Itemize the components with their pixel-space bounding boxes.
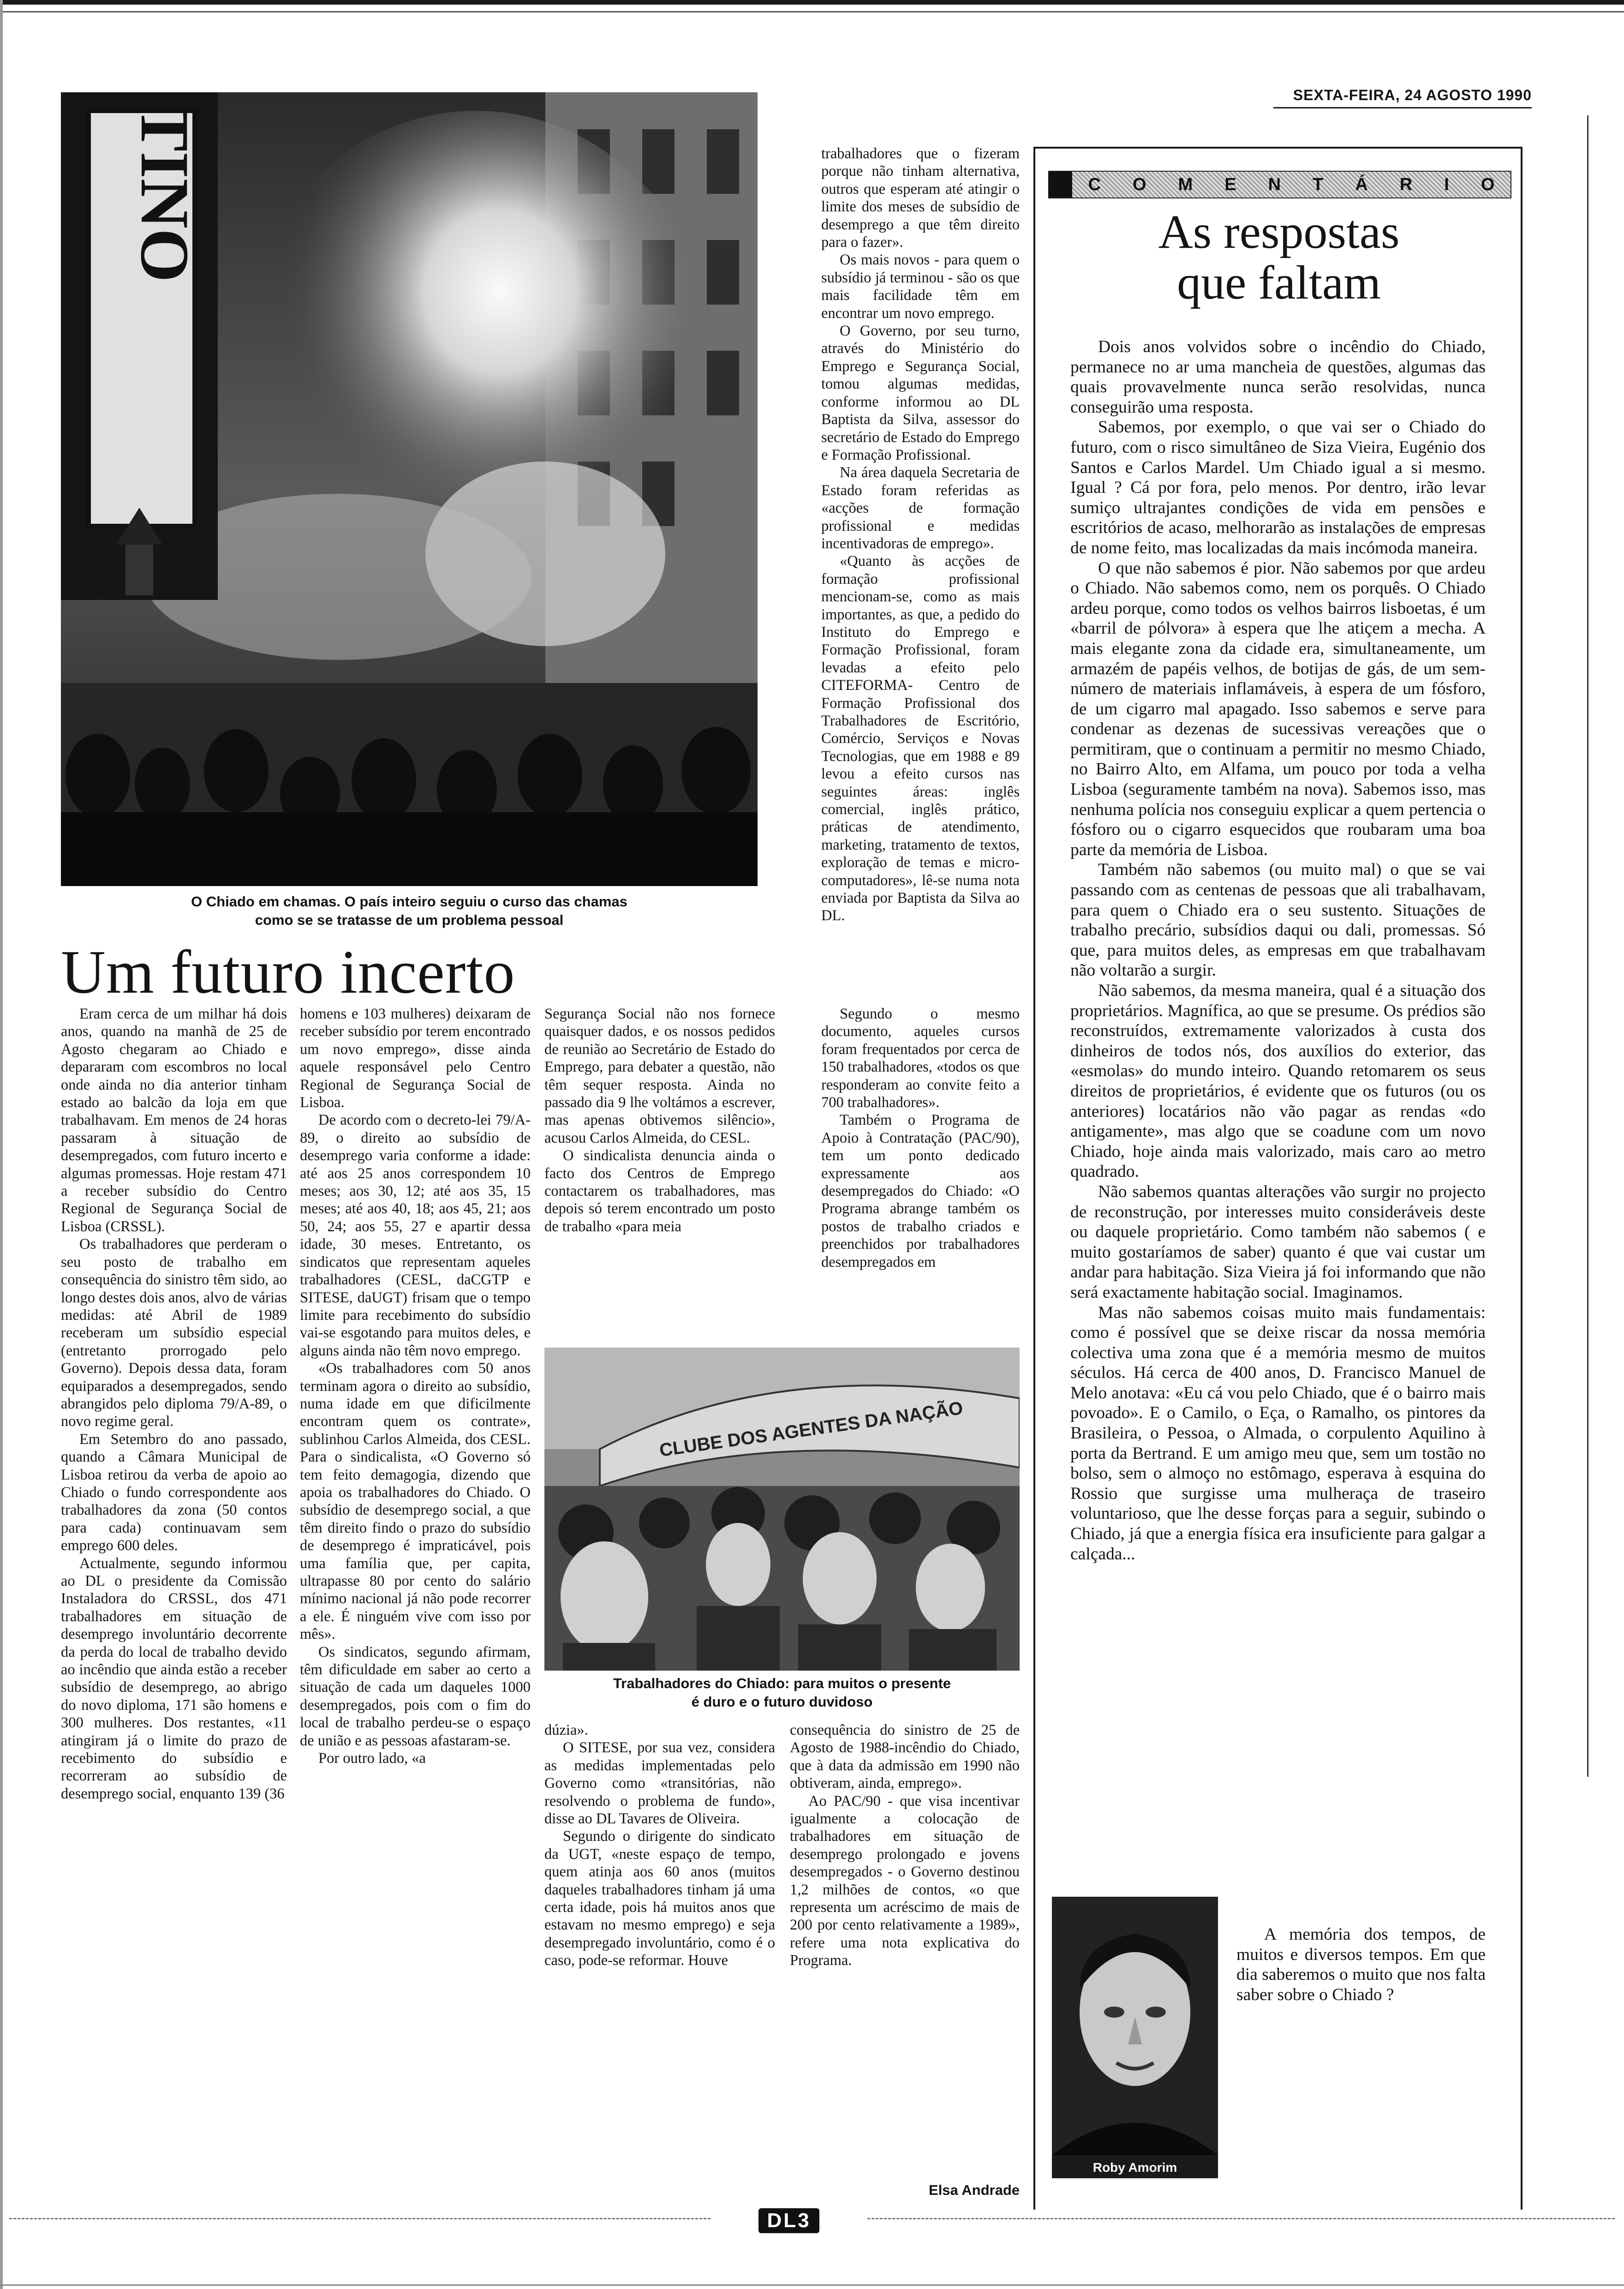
left-edge-line: [0, 0, 3, 2289]
comment-box-right: [1521, 147, 1522, 2210]
author-photo: [1052, 1897, 1218, 2178]
paragraph: Segurança Social não nos fornece quaisquer dados, e os nossos pedidos de reunião ao Secretário de Estado do Emprego, para debater a questão, não têm sequer resposta. Ainda no passado dia 9 lhe voltámos a escrever, mas apenas obtivemos silêncio», acusou Carlos Almeida, do CESL.: [544, 1006, 775, 1146]
footer-logo-text: DL3: [758, 2208, 819, 2233]
comment-body-closing: [1236, 1924, 1486, 2211]
crowd-banner-text: CLUBE DOS AGENTES DA NAÇÃO: [658, 1398, 964, 1461]
paragraph: Sabemos, por exemplo, o que vai ser o Chiado do futuro, com o risco simultâneo de Siza Vieira, Eugénio dos Santos e Carlos Mardel. Um Chiado igual a si mesmo. Igual ? Cá por fora, pelo menos. Por dentro, irão levar sumiço ultrajantes condições de vida em pensões e escritórios de acaso, melhorarão as instalações de empresas de nome feito, mas localizadas da mais incómoda maneira.: [1070, 418, 1486, 557]
footer-logo: [720, 2207, 858, 2235]
fire-photo-caption: [61, 893, 758, 929]
article-col-4-bottom: [790, 1721, 1020, 2160]
comment-kicker: [1048, 171, 1511, 198]
top-thin-line: [0, 11, 1624, 12]
fire-photo-image: [61, 92, 758, 886]
paragraph: Também o Programa de Apoio à Contratação (PAC/90), tem um ponto dedicado expressamente aos desempregados do Chiado: «O Programa abrange também os postos de trabalho criados e preenchidos por trabalhadores desempregados em: [821, 1112, 1020, 1270]
bottom-rule: [0, 2284, 1624, 2286]
paragraph: Os trabalhadores que perderam o seu posto de trabalho em consequência do sinistro têm sido, ao longo destes dois anos, alvo de várias medidas: até Abril de 1989 receberam um subsídio especial (entretanto prorrogado pelo Governo). Depois dessa data, foram equiparados a desempregados, sendo abrangidos pelo diploma 79/A-89, o novo regime geral.: [61, 1236, 287, 1430]
shop-sign-text: TINO: [126, 105, 203, 282]
paragraph: Também não sabemos (ou muito mal) o que se vai passando com as centenas de pessoas que ali trabalhavam, para quem o Chiado era o seu sustento. Situações de trabalho precário, subsídios daqui ou dali, promessas. Só que, para muitos deles, as empresas em que trabalhavam não voltarão a surgir.: [1070, 860, 1486, 980]
issue-date: SEXTA-FEIRA, 24 AGOSTO 1990: [1293, 87, 1532, 103]
comment-box-left: [1033, 147, 1035, 2210]
article-byline: Elsa Andrade: [929, 2182, 1020, 2198]
paragraph: «Os trabalhadores com 50 anos terminam agora o direito ao subsídio, numa idade em que dificilmente encontram quem os contrate», sublinhou Carlos Almeida, dos CESL. Para o sindicalista, «O Governo só tem feito demagogia, dizendo que apoia os trabalhadores do Chiado. O subsídio de desemprego social, a que têm direito findo o prazo do subsídio de desemprego é impraticável, pois uma família que, per capita, ultrapasse 80 por cento do salário mínimo nacional já não pode recorrer a ele. É ninguém vive com isso por mês».: [300, 1360, 531, 1643]
comment-box-top: [1033, 147, 1522, 149]
paragraph: O Governo, por seu turno, através do Ministério do Emprego e Segurança Social, tomou algumas medidas, conforme informou ao DL Baptista da Silva, assessor do secretário de Estado do Emprego e Formação Profissional.: [821, 323, 1020, 463]
paragraph: trabalhadores que o fizeram porque não tinham alternativa, outros que esperam até atingir o limite dos meses de subsídio de desemprego a que têm direito para o fazer».: [821, 145, 1020, 251]
paragraph: Por outro lado, «a: [318, 1750, 426, 1767]
paragraph: Não sabemos quantas alterações vão surgir no projecto de reconstrução, por interesses muito consideráveis deste ou daquele proprietário. Como também não sabemos ( e muito gostaríamos de saber) quanto é que vai custar um andar para habitação. Siza Vieira já foi informando que não será exactamente habitação social. Imaginamos.: [1070, 1182, 1486, 1302]
footer-rule-right: [867, 2218, 1615, 2219]
kicker-letter: N: [1268, 174, 1281, 194]
kicker-block: [1048, 172, 1072, 198]
fire-caption-line1: O Chiado em chamas. O país inteiro seguiu o curso das chamas: [191, 893, 627, 910]
masthead-rule: [1273, 107, 1532, 108]
comment-title-line1: As respostas: [1158, 205, 1400, 258]
footer-rule-left: [9, 2218, 710, 2219]
kicker-label: [1072, 175, 1511, 195]
right-edge-line: [1587, 115, 1588, 1777]
author-portrait: [1052, 1897, 1218, 2155]
paragraph: O que não sabemos é pior. Não sabemos por que ardeu o Chiado. Não sabemos como, nem os porquês. O Chiado ardeu porque, como todos os velhos bairros lisboetas, é um «barril de pólvora» à espera que lhe atiçem a mecha. A mais elegante zona da cidade era, simultaneamente, um armazém de papéis velhos, de botijas de gás, de um sem-número de materiais inflamáveis, à espera de um fósforo, de um cigarro mal apagado. Isso sabemos e serve para condenar as dezenas de sucessivas vereações que o permitiram, que o continuam a permitir no mesmo Chiado, no Bairro Alto, em Alfama, um pouco por toda a velha Lisboa (seguramente também na nova). Sabemos isso, mas nenhuma polícia nos conseguiu explicar a quem pertencia o fósforo ou o cigarro esquecidos que roubaram uma boa parte da memória de Lisboa.: [1070, 558, 1486, 859]
crowd-caption-line1: Trabalhadores do Chiado: para muitos o presente: [613, 1675, 951, 1691]
crowd-photo: [544, 1348, 1020, 1671]
paragraph: Não sabemos, da mesma maneira, qual é a situação dos proprietários. Magnífica, ao que se presume. Os prédios são reconstruídos, extremamente valorizados à custa dos dinheiros de todos nós, dos auxílios do exterior, das «esmolas» do mundo inteiro. Quando retomarem os seus direitos de proprietários, é evidente que os futuros (ou os anteriores) locatários não vão pagar as rendas «do antigamente», mas algo que se coadune com um novo Chiado, hoje ainda mais valorizado, mais caro ao metro quadrado.: [1070, 981, 1486, 1181]
paragraph: De acordo com o decreto-lei 79/A-89, o direito ao subsídio de desemprego varia conforme a idade: até aos 25 anos correspondem 10 meses; aos 30, 12; até aos 35, 15 meses; até aos 40, 18; aos 45, 21; aos 50, 24; aos 55, 27 e apartir dessa idade, 30 meses. Entretanto, os sindicatos que representam aqueles trabalhadores (CESL, daCGTP e SITESE, daUGT) frisam que o tempo limite para recebimento do subsídio vai-se esgotando para muitos deles, e alguns ainda não têm novo emprego.: [300, 1112, 531, 1359]
paragraph: Dois anos volvidos sobre o incêndio do Chiado, permanece no ar uma mancheia de questões, algumas das quais provavelmente nunca serão resolvidas, nunca conseguirão uma resposta.: [1070, 337, 1486, 417]
top-border: [0, 0, 1624, 5]
paragraph: consequência do sinistro de 25 de Agosto de 1988-incêndio do Chiado, que à data da admissão em 1990 não obtiveram, ainda, emprego».: [790, 1722, 1020, 1792]
article-col-2: [300, 1005, 531, 2203]
paragraph: Segundo o dirigente do sindicato da UGT, «neste espaço de tempo, quem atinja aos 60 anos (muitos daqueles trabalhadores tinham já uma certa idade, pois há muitos anos que estavam no mesmo emprego) e seja desempregado involuntário, como é o caso, pode-se reformar. Houve: [544, 1828, 775, 1969]
paragraph: Os mais novos - para quem o subsídio já terminou - são os que mais facilidade têm em encontrar um novo emprego.: [821, 252, 1020, 322]
paragraph: A memória dos tempos, de muitos e diversos tempos. Em que dia saberemos o muito que nos falta saber sobre o Chiado ?: [1236, 1925, 1486, 2004]
paragraph: dúzia».: [544, 1722, 588, 1738]
kicker-letter: O: [1132, 174, 1146, 194]
kicker-letter: I: [1444, 174, 1449, 194]
kicker-letter: T: [1313, 174, 1324, 194]
crowd-caption-line2: é duro e o futuro duvidoso: [691, 1694, 873, 1710]
kicker-letter: C: [1088, 174, 1101, 194]
kicker-letter: E: [1224, 174, 1236, 194]
article-col-4-top: [821, 1005, 1020, 1337]
paragraph: O sindicalista denuncia ainda o facto dos Centros de Emprego contactarem os trabalhadores, mas depois só terem encontrado um posto de trabalho «para meia: [544, 1147, 775, 1235]
article-col-3-top: [544, 1005, 775, 1337]
crowd-photo-image: [544, 1348, 1020, 1671]
kicker-letter: O: [1481, 174, 1495, 194]
comment-body-upper: [1070, 337, 1486, 1864]
kicker-letter: R: [1399, 174, 1413, 194]
paragraph: Em Setembro do ano passado, quando a Câmara Municipal de Lisboa retirou da verba de apoio ao Chiado o fundo correspondente aos trabalhadores da zona (50 contos para cada) continuavam sem emprego 600 deles.: [61, 1431, 287, 1554]
paragraph: Na área daquela Secretaria de Estado foram referidas as «acções de formação profissional e medidas incentivadoras de emprego».: [821, 464, 1020, 552]
paragraph: Mas não sabemos coisas muito mais fundamentais: como é possível que se deixe riscar da nossa memória colectiva uma zona que é a memória mesmo de muitos séculos. Há cerca de 400 anos, D. Francisco Manuel de Melo anotava: «Eu cá vou pelo Chiado, que é o bairro mais povoado». E o Camilo, o Eça, o Ramalho, os pintores da Brasileira, o Pessoa, o Almada, o corpulento Aquilino à porta da Bertrand. E um amigo meu que, sem um tostão no bolso, sem o almoço no estômago, esperava à esquina do Rossio que surgisse uma mulheraça de traseiro voluntarioso, que lhe desse forças para a seguir, subindo o Chiado, já que a energia física era insuficiente para galgar a calçada...: [1070, 1303, 1486, 1564]
paragraph: Os sindicatos, segundo afirmam, têm dificuldade em saber ao certo a situação de cada um daqueles 1000 desempregados, pois com o fim do local de trabalho perdeu-se o espaço de união e as pessoas afastaram-se.: [300, 1643, 531, 1749]
comment-title-line2: que faltam: [1177, 256, 1381, 309]
paragraph: Segundo o mesmo documento, aqueles cursos foram frequentados por cerca de 150 trabalhadores, «todos os que responderam ao convite feito a 700 trabalhadores».: [821, 1006, 1020, 1111]
fire-caption-line2: como se se tratasse de um problema pessoal: [255, 912, 564, 928]
paragraph: Eram cerca de um milhar há dois anos, quando na manhã de 25 de Agosto chegaram ao Chiado e depararam com escombros no local onde ainda no dia anterior tinham estado ao balcão da loja em que trabalhavam. Em menos de 24 horas passaram à situação de desempregados, com futuro incerto e algumas promessas. Hoje restam 471 a receber subsídio do Centro Regional de Segurança Social de Lisboa (CRSSL).: [61, 1006, 287, 1235]
paragraph: homens e 103 mulheres) deixaram de receber subsídio por terem encontrado um novo emprego», disse ainda aquele responsável pelo Centro Regional de Segurança Social de Lisboa.: [300, 1006, 531, 1111]
author-name: Roby Amorim: [1093, 2160, 1177, 2175]
comment-title: [1048, 207, 1510, 308]
article-col-3-bottom: [544, 1721, 775, 2206]
crowd-photo-caption: [544, 1674, 1020, 1711]
fire-photo: [61, 92, 758, 886]
kicker-letter: Á: [1355, 174, 1368, 194]
article-col-4-upper: [821, 145, 1020, 1003]
article-col-1: [61, 1005, 287, 2203]
paragraph: Actualmente, segundo informou ao DL o presidente da Comissão Instaladora do CRSSL, dos 471 trabalhadores em situação de desemprego involuntário decorrente da perda do local de trabalho devido ao incêndio que ainda estão a receber subsídio de desemprego, ao abrigo do novo diploma, 171 são homens e 300 mulheres. Dos restantes, «11 atingiram já o limite do prazo de recebimento do subsídio e recorreram ao subsídio de desemprego social, enquanto 139 (36: [61, 1555, 287, 1802]
main-headline: Um futuro incerto: [61, 938, 515, 1006]
paragraph: «Quanto às acções de formação profissional mencionam-se, como as mais importantes, as que, a pedido do Instituto do Emprego e Formação Profissional, foram levadas a efeito pelo CITEFORMA- Centro de Formação Profissional dos Trabalhadores de Escritório, Comércio, Serviços e Novas Tecnologias, que em 1988 e 89 levou a efeito cursos nas seguintes áreas: inglês comercial, inglês prático, práticas de atendimento, marketing, tratamento de textos, exploração de temas e micro-computadores», lê-se numa nota enviada por Baptista da Silva ao DL.: [821, 553, 1020, 924]
kicker-letter: M: [1178, 174, 1193, 194]
paragraph: Ao PAC/90 - que visa incentivar igualmente a colocação de trabalhadores em situação de desemprego prolongado e jovens desempregados - o Governo destinou 1,2 milhões de contos, «o que representa um acréscimo de mais de 200 por cento relativamente a 1989», refere uma nota explicativa do Programa.: [790, 1792, 1020, 1969]
paragraph: O SITESE, por sua vez, considera as medidas implementadas pelo Governo como «transitórias, não resolvendo o problema de fundo», disse ao DL Tavares de Oliveira.: [544, 1739, 775, 1828]
